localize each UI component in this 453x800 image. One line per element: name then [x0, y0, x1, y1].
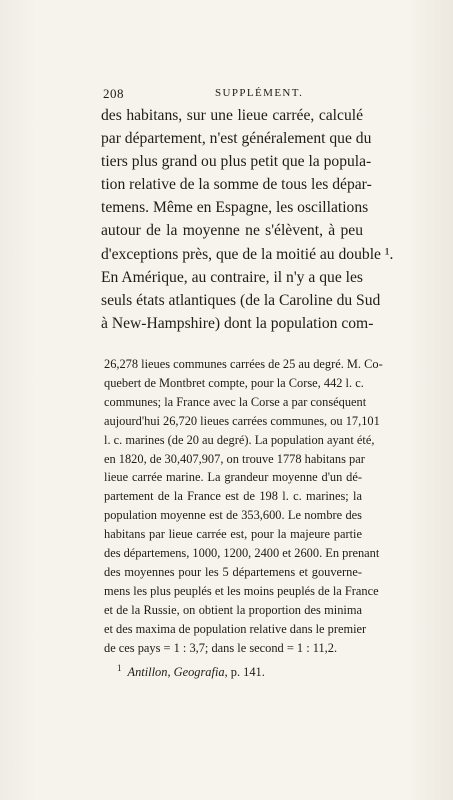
note-line: population moyenne est de 353,600. Le nombre des [104, 508, 362, 523]
main-line: des habitans, sur une lieue carrée, calculé [101, 107, 363, 124]
note-line: aujourd'hui 26,720 lieues carrées communes, ou 17,101 [104, 413, 380, 428]
footnote-work: Geografia [173, 665, 225, 680]
main-line: à New-Hampshire) dont la population com- [101, 314, 374, 332]
footnote: $^1$ Antillon, Geografia, p. 141. [117, 663, 265, 680]
note-line: des moyennes pour les 5 départemens et gouverne- [104, 564, 362, 579]
note-line: quebert de Montbret compte, pour la Corse, 442 l. c. [104, 375, 364, 390]
footnote-marker: 1 [117, 663, 122, 673]
main-text [101, 104, 394, 335]
main-line: d'exceptions près, que de la moitié au double ¹. [101, 245, 394, 263]
page-header [103, 86, 361, 102]
note-line: des départemens, 1000, 1200, 2400 et 2600. En prenant [104, 546, 380, 561]
footnote-author: Antillon [127, 665, 168, 680]
main-line: En Amérique, au contraire, il n'y a que les [101, 268, 363, 286]
note-line: de ces pays = 1 : 3,7; dans le second = 1 : 11,2. [104, 640, 338, 655]
main-line: tiers plus grand ou plus petit que la popula- [101, 153, 372, 171]
main-line: temens. Même en Espagne, les oscillations [101, 199, 369, 217]
main-line: seuls états atlantiques (de la Caroline du Sud [101, 291, 381, 309]
continued-footnote [104, 355, 383, 658]
note-line: et des maxima de population relative dans le premier [104, 621, 367, 636]
note-line: en 1820, de 30,407,907, on trouve 1778 habitans par [104, 451, 365, 466]
note-line: mens les plus peuplés et les moins peuplés de la France [104, 583, 379, 598]
main-line: autour de la moyenne ne s'élèvent, à peu [101, 222, 363, 240]
main-line: tion relative de la somme de tous les dépar- [101, 176, 372, 194]
note-line: l. c. marines (de 20 au degré). La population ayant été, [104, 432, 375, 447]
main-line: par département, n'est généralement que du [101, 130, 372, 148]
note-line: lieue carrée marine. La grandeur moyenne d'un dé- [104, 470, 362, 485]
note-line: habitans par lieue carrée est, pour la majeure partie [104, 527, 362, 542]
footnote-page: , p. 141. [224, 665, 265, 680]
running-title: SUPPLÉMENT. [215, 87, 304, 99]
note-line: 26,278 lieues communes carrées de 25 au degré. M. Co- [104, 357, 383, 371]
page-number: 208 [103, 86, 124, 101]
note-line: communes; la France avec la Corse a par conséquent [104, 394, 367, 409]
note-line: et de la Russie, on obtient la proportion des minima [104, 602, 362, 617]
note-line: partement de la France est de 198 l. c. marines; la [104, 489, 362, 504]
